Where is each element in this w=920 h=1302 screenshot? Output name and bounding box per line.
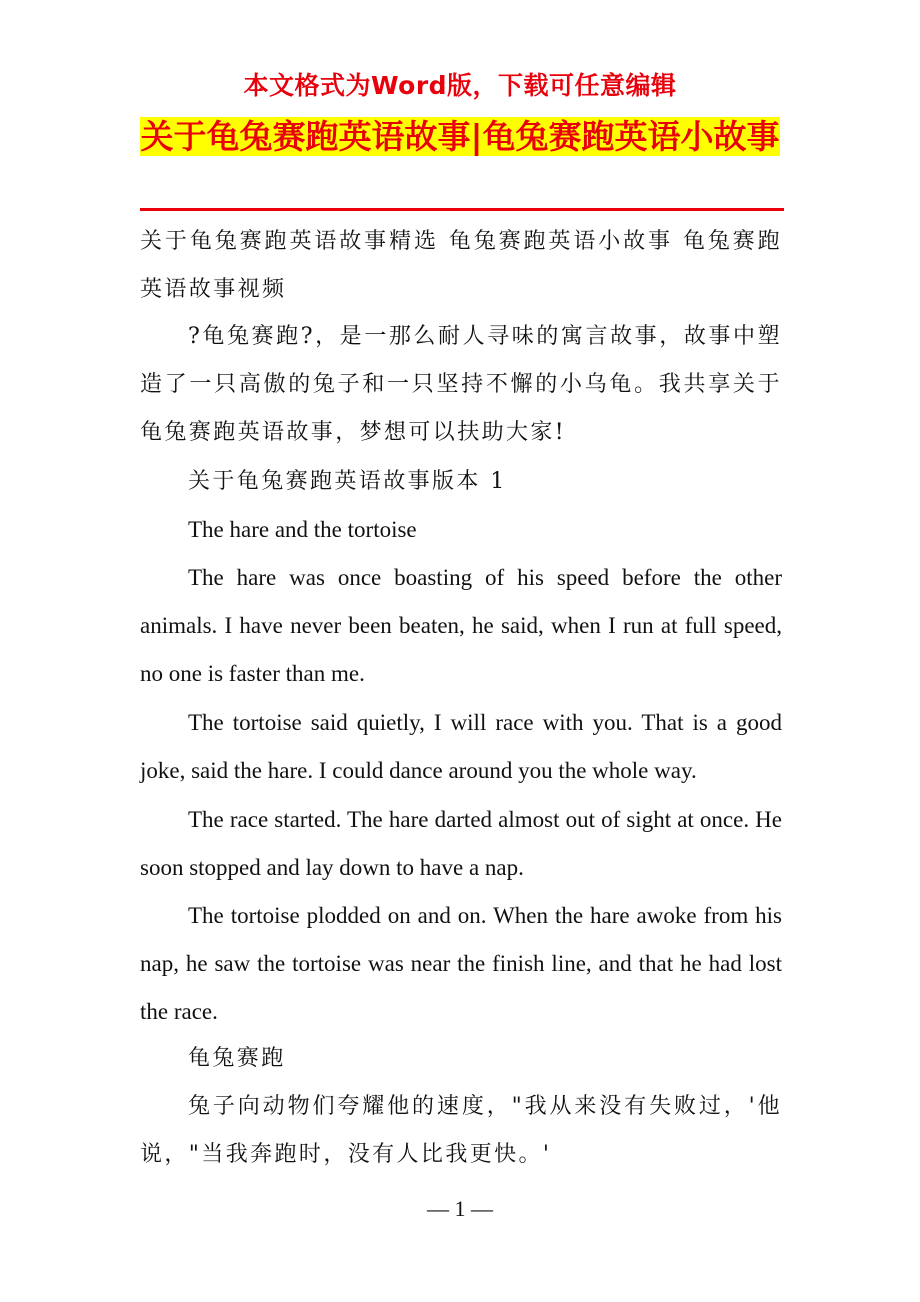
intro-paragraph: ?龟兔赛跑?，是一那么耐人寻味的寓言故事，故事中塑造了一只高傲的兔子和一只坚持不懈的小乌龟。我共享关于龟兔赛跑英语故事，梦想可以扶助大家!: [140, 324, 782, 445]
format-banner: 本文格式为Word版，下载可任意编辑: [243, 71, 677, 100]
page-title: [140, 112, 780, 162]
chinese-story-paragraph: 兔子向动物们夸耀他的速度，"我从来没有失败过，'他说，"当我奔跑时，没有人比我更快。': [140, 1094, 782, 1167]
story-paragraph-1: The hare was once boasting of his speed before the other animals. I have never been beaten, he said, when I run at full speed, no one is faster than me.: [140, 565, 782, 686]
intro-keywords-paragraph: 关于龟兔赛跑英语故事精选 龟兔赛跑英语小故事 龟兔赛跑英语故事视频: [140, 229, 782, 302]
version-heading: 关于龟兔赛跑英语故事版本 1: [188, 469, 507, 494]
title-divider: [140, 208, 784, 211]
page-number: — 1 —: [427, 1196, 493, 1221]
chinese-story-title: 龟兔赛跑: [188, 1046, 286, 1071]
story-paragraph-2: The tortoise said quietly, I will race with you. That is a good joke, said the hare. I could dance around you the whole way.: [140, 710, 782, 783]
story-paragraph-3: The race started. The hare darted almost out of sight at once. He soon stopped and lay down to have a nap.: [140, 807, 782, 880]
title-highlight: 关于龟兔赛跑英语故事|龟兔赛跑英语小故事: [140, 117, 780, 156]
story-paragraph-4: The tortoise plodded on and on. When the hare awoke from his nap, he saw the tortoise was near the finish line, and that he had lost the race.: [140, 903, 782, 1024]
english-story-title: The hare and the tortoise: [188, 517, 417, 542]
